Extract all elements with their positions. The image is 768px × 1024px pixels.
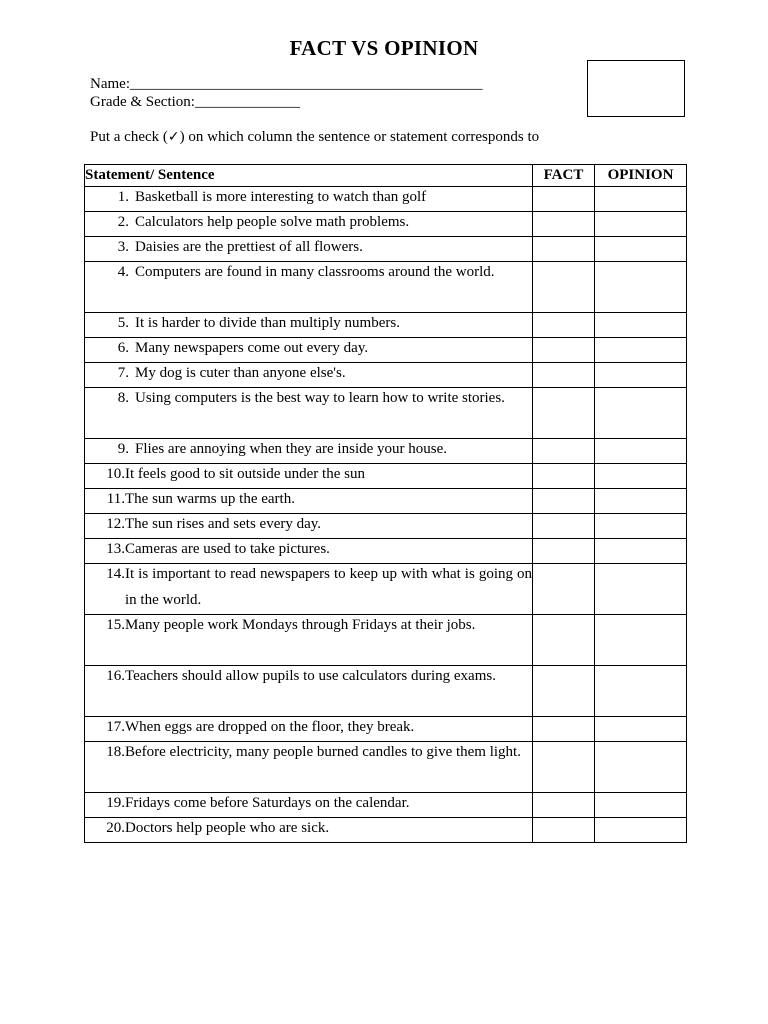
instruction-text-before: Put a check ( xyxy=(90,129,168,145)
table-row xyxy=(85,363,687,388)
statement-text: The sun rises and sets every day. xyxy=(125,516,322,532)
opinion-checkbox-cell[interactable] xyxy=(595,489,687,514)
statement-cell xyxy=(85,818,533,843)
table-row xyxy=(85,464,687,489)
worksheet-title: FACT VS OPINION xyxy=(289,36,479,60)
statement-cell xyxy=(85,793,533,818)
statement-text: Fridays come before Saturdays on the calendar. xyxy=(125,795,410,811)
statement-text: Flies are annoying when they are inside your house. xyxy=(135,441,448,457)
statement-cell xyxy=(85,388,533,439)
check-mark-icon: ✓ xyxy=(167,129,180,145)
table-row xyxy=(85,187,687,212)
statement-number: 11. xyxy=(106,491,125,507)
fact-checkbox-cell[interactable] xyxy=(533,742,595,793)
statement-text: Doctors help people who are sick. xyxy=(125,820,330,836)
statement-text: Using computers is the best way to learn how to write stories. xyxy=(135,390,505,406)
grade-section-field[interactable]: ______________ xyxy=(194,94,300,110)
fact-checkbox-cell[interactable] xyxy=(533,237,595,262)
fact-checkbox-cell[interactable] xyxy=(533,514,595,539)
table-row xyxy=(85,818,687,843)
statement-number: 15. xyxy=(106,617,125,633)
statement-number: 3. xyxy=(117,239,129,255)
table-row xyxy=(85,388,687,439)
statement-text: Before electricity, many people burned candles to give them light. xyxy=(125,744,521,760)
statement-item xyxy=(85,209,532,235)
statement-text: Teachers should allow pupils to use calculators during exams. xyxy=(125,668,496,684)
fact-checkbox-cell[interactable] xyxy=(533,363,595,388)
table-row xyxy=(85,564,687,615)
table-row xyxy=(85,489,687,514)
statement-cell xyxy=(85,338,533,363)
statement-item xyxy=(85,739,532,765)
statement-number: 18. xyxy=(106,744,125,760)
name-field[interactable]: _______________________________________________ xyxy=(129,76,483,92)
opinion-checkbox-cell[interactable] xyxy=(595,212,687,237)
statement-item xyxy=(85,790,532,816)
table-row xyxy=(85,262,687,313)
statement-number: 14. xyxy=(106,566,125,582)
statement-text: Many newspapers come out every day. xyxy=(135,340,369,356)
statement-text: Computers are found in many classrooms around the world. xyxy=(135,264,495,280)
photo-box xyxy=(587,60,685,117)
statement-text: It is harder to divide than multiply numbers. xyxy=(135,315,400,331)
statement-number: 1. xyxy=(117,189,129,205)
fact-checkbox-cell[interactable] xyxy=(533,338,595,363)
grade-section-line xyxy=(90,94,300,111)
statement-text: Calculators help people solve math problems. xyxy=(135,214,410,230)
statement-number: 7. xyxy=(117,365,129,381)
fact-checkbox-cell[interactable] xyxy=(533,464,595,489)
statement-cell xyxy=(85,539,533,564)
opinion-checkbox-cell[interactable] xyxy=(595,539,687,564)
statement-item xyxy=(85,461,532,487)
opinion-checkbox-cell[interactable] xyxy=(595,363,687,388)
fact-checkbox-cell[interactable] xyxy=(533,489,595,514)
statement-cell xyxy=(85,615,533,666)
opinion-checkbox-cell[interactable] xyxy=(595,564,687,615)
fact-checkbox-cell[interactable] xyxy=(533,793,595,818)
statement-cell xyxy=(85,363,533,388)
statement-item xyxy=(85,815,532,841)
statement-cell xyxy=(85,666,533,717)
table-row xyxy=(85,793,687,818)
fact-checkbox-cell[interactable] xyxy=(533,313,595,338)
opinion-checkbox-cell[interactable] xyxy=(595,717,687,742)
opinion-checkbox-cell[interactable] xyxy=(595,514,687,539)
opinion-checkbox-cell[interactable] xyxy=(595,338,687,363)
statement-number: 4. xyxy=(117,264,129,280)
statement-text: When eggs are dropped on the floor, they break. xyxy=(125,719,415,735)
statement-number: 20. xyxy=(106,820,125,836)
fact-checkbox-cell[interactable] xyxy=(533,539,595,564)
statement-item xyxy=(85,259,532,285)
statement-item xyxy=(85,184,532,210)
statement-cell xyxy=(85,742,533,793)
table-row xyxy=(85,615,687,666)
statement-item xyxy=(85,436,532,462)
statement-number: 5. xyxy=(117,315,129,331)
statement-item xyxy=(85,360,532,386)
opinion-checkbox-cell[interactable] xyxy=(595,313,687,338)
table-row xyxy=(85,237,687,262)
statement-item xyxy=(85,335,532,361)
statement-item xyxy=(85,612,532,638)
fact-checkbox-cell[interactable] xyxy=(533,615,595,666)
statement-number: 8. xyxy=(117,390,129,406)
statement-cell xyxy=(85,514,533,539)
opinion-checkbox-cell[interactable] xyxy=(595,262,687,313)
table-row xyxy=(85,439,687,464)
opinion-checkbox-cell[interactable] xyxy=(595,237,687,262)
name-label: Name: xyxy=(90,76,130,92)
instructions xyxy=(90,129,539,146)
statement-number: 17. xyxy=(106,719,125,735)
opinion-checkbox-cell[interactable] xyxy=(595,818,687,843)
table-row xyxy=(85,338,687,363)
statement-text: It is important to read newspapers to keep up with what is going on in the world. xyxy=(125,566,532,608)
statement-cell xyxy=(85,439,533,464)
fact-checkbox-cell[interactable] xyxy=(533,564,595,615)
fact-checkbox-cell[interactable] xyxy=(533,666,595,717)
statement-cell xyxy=(85,564,533,615)
fact-checkbox-cell[interactable] xyxy=(533,187,595,212)
fact-checkbox-cell[interactable] xyxy=(533,439,595,464)
statement-number: 6. xyxy=(117,340,129,356)
statement-text: Daisies are the prettiest of all flowers. xyxy=(135,239,363,255)
statement-number: 12. xyxy=(106,516,125,532)
header-fact: FACT xyxy=(533,165,595,187)
grade-section-label: Grade & Section: xyxy=(90,94,195,110)
opinion-checkbox-cell[interactable] xyxy=(595,793,687,818)
statement-cell xyxy=(85,187,533,212)
statement-item xyxy=(85,310,532,336)
statement-text: My dog is cuter than anyone else's. xyxy=(135,365,346,381)
opinion-checkbox-cell[interactable] xyxy=(595,615,687,666)
opinion-checkbox-cell[interactable] xyxy=(595,187,687,212)
table-body xyxy=(85,187,687,843)
statement-cell xyxy=(85,489,533,514)
statement-item xyxy=(85,486,532,512)
statement-cell xyxy=(85,212,533,237)
statement-number: 10. xyxy=(106,466,125,482)
table-row xyxy=(85,313,687,338)
table-row xyxy=(85,666,687,717)
fact-checkbox-cell[interactable] xyxy=(533,818,595,843)
statement-number: 16. xyxy=(106,668,125,684)
opinion-checkbox-cell[interactable] xyxy=(595,742,687,793)
name-line xyxy=(90,76,482,93)
statement-number: 13. xyxy=(106,541,125,557)
fact-checkbox-cell[interactable] xyxy=(533,262,595,313)
fact-checkbox-cell[interactable] xyxy=(533,212,595,237)
statement-cell xyxy=(85,262,533,313)
statement-item xyxy=(85,511,532,537)
header-statement: Statement/ Sentence xyxy=(85,165,533,187)
statement-cell xyxy=(85,464,533,489)
opinion-checkbox-cell[interactable] xyxy=(595,666,687,717)
statement-item xyxy=(85,536,532,562)
statement-number: 19. xyxy=(106,795,125,811)
statement-item xyxy=(85,561,532,613)
statement-number: 9. xyxy=(117,441,129,457)
table-row xyxy=(85,742,687,793)
table-row xyxy=(85,212,687,237)
fact-opinion-table xyxy=(84,164,687,843)
statement-text: Many people work Mondays through Fridays at their jobs. xyxy=(125,617,476,633)
statement-number: 2. xyxy=(117,214,129,230)
statement-cell xyxy=(85,237,533,262)
opinion-checkbox-cell[interactable] xyxy=(595,464,687,489)
statement-text: The sun warms up the earth. xyxy=(125,491,295,507)
statement-cell xyxy=(85,717,533,742)
header-opinion: OPINION xyxy=(595,165,687,187)
statement-text: It feels good to sit outside under the sun xyxy=(125,466,365,482)
statement-text: Basketball is more interesting to watch than golf xyxy=(135,189,427,205)
table-row xyxy=(85,514,687,539)
table-row xyxy=(85,717,687,742)
statement-text: Cameras are used to take pictures. xyxy=(125,541,330,557)
statement-cell xyxy=(85,313,533,338)
opinion-checkbox-cell[interactable] xyxy=(595,439,687,464)
statement-item xyxy=(85,385,532,411)
statement-item xyxy=(85,714,532,740)
fact-checkbox-cell[interactable] xyxy=(533,717,595,742)
statement-item xyxy=(85,663,532,689)
statement-item xyxy=(85,234,532,260)
fact-checkbox-cell[interactable] xyxy=(533,388,595,439)
instruction-text-after: ) on which column the sentence or statement corresponds to xyxy=(179,129,540,145)
opinion-checkbox-cell[interactable] xyxy=(595,388,687,439)
table-row xyxy=(85,539,687,564)
